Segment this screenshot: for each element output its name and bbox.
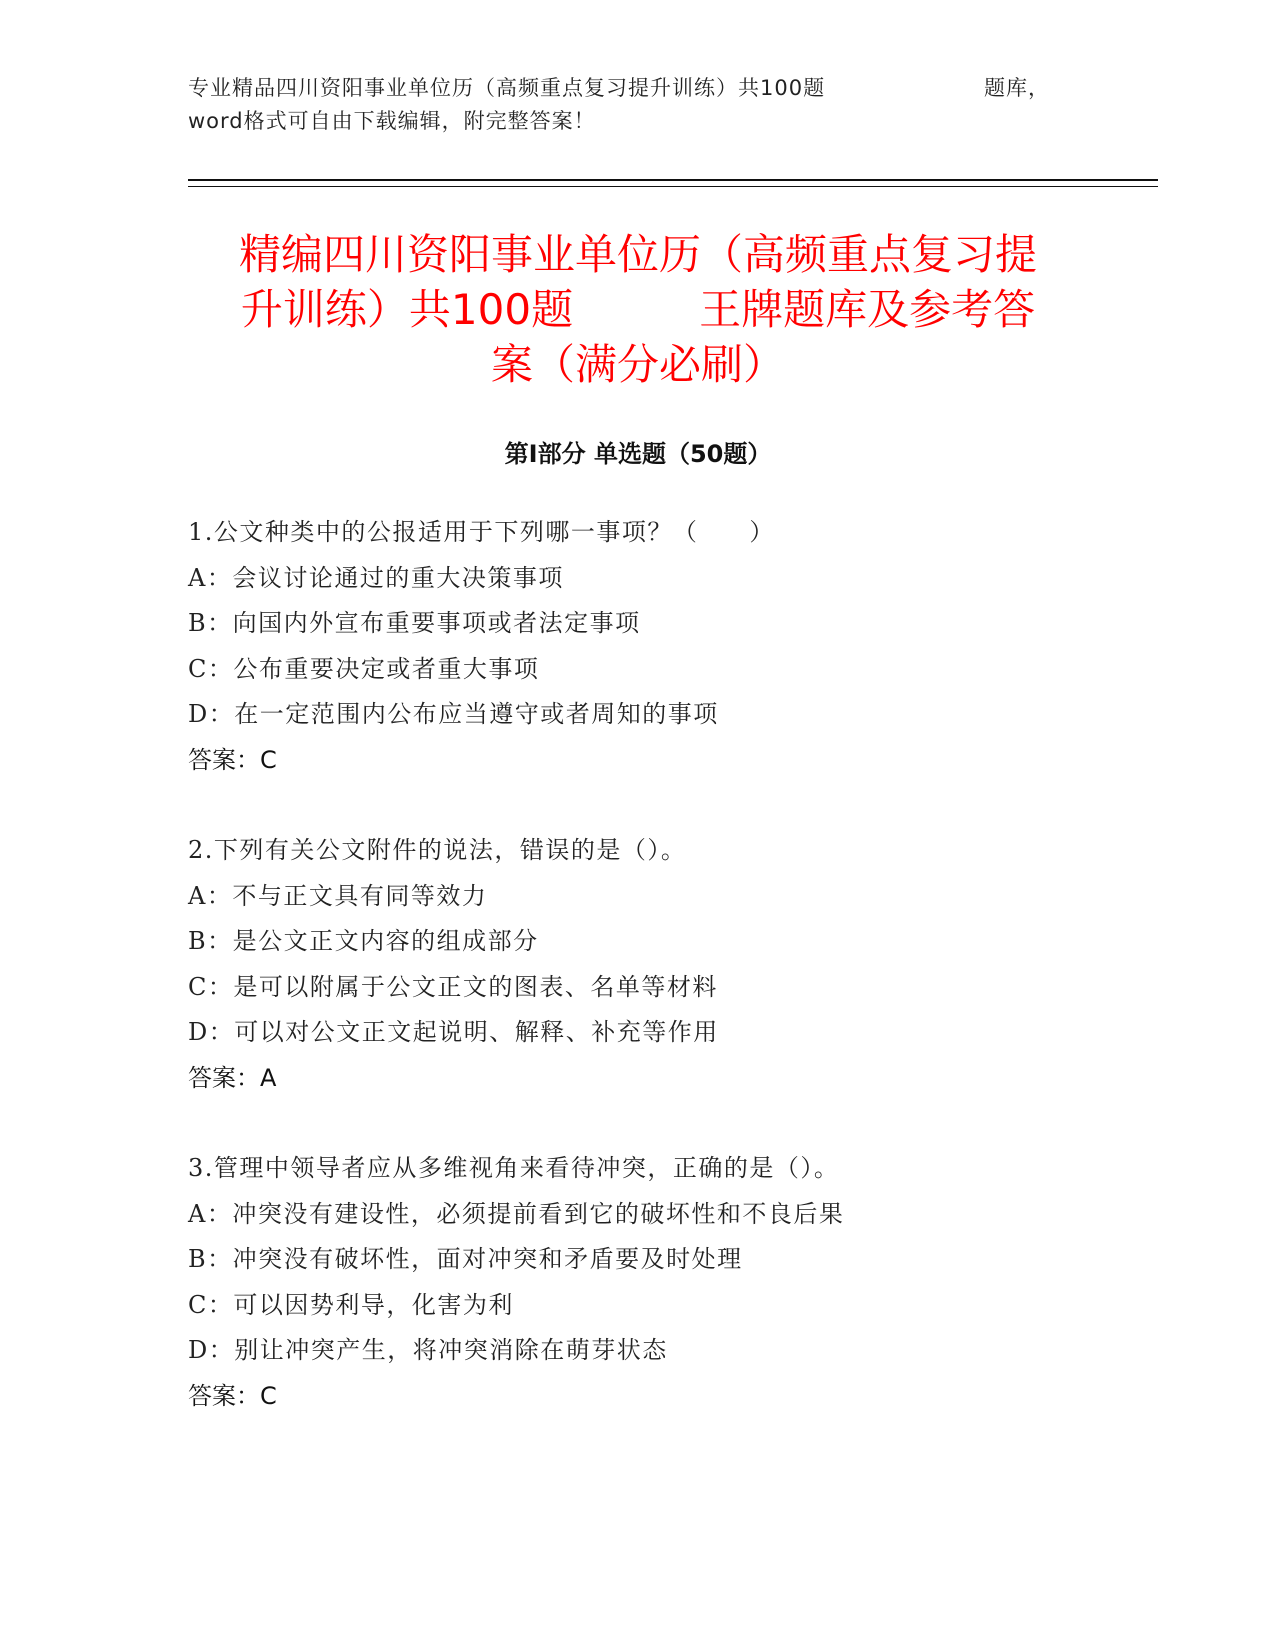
question-stem: 3.管理中领导者应从多维视角来看待冲突，正确的是（）。 xyxy=(188,1154,840,1182)
question-2 xyxy=(188,828,1148,1101)
option-b: B：冲突没有破坏性，面对冲突和矛盾要及时处理 xyxy=(188,1245,743,1273)
option-d: D：别让冲突产生，将冲突消除在萌芽状态 xyxy=(188,1336,668,1364)
header-line-1 xyxy=(188,72,1088,105)
section-title: 第Ⅰ部分 单选题（50题） xyxy=(504,440,772,468)
option-b: B：向国内外宣布重要事项或者法定事项 xyxy=(188,609,641,637)
question-stem: 1.公文种类中的公报适用于下列哪一事项？（ ） xyxy=(188,518,775,546)
page-header xyxy=(188,72,1088,138)
option-b: B：是公文正文内容的组成部分 xyxy=(188,927,539,955)
document-title xyxy=(188,227,1088,392)
header-line-2: word格式可自由下载编辑，附完整答案！ xyxy=(188,109,596,133)
title-line-1: 精编四川资阳事业单位历（高频重点复习提 xyxy=(238,230,1037,279)
question-stem: 2.下列有关公文附件的说法，错误的是（）。 xyxy=(188,836,687,864)
header-suffix: 题库， xyxy=(984,76,1050,100)
option-d: D：可以对公文正文起说明、解释、补充等作用 xyxy=(188,1018,719,1046)
title-line-3: 案（满分必刷） xyxy=(490,340,785,389)
title-line-2: 升训练）共100题 王牌题库及参考答 xyxy=(240,285,1036,334)
option-c: C：公布重要决定或者重大事项 xyxy=(188,654,540,683)
question-1 xyxy=(188,510,1148,783)
answer: 答案：C xyxy=(188,745,277,774)
header-divider-thin xyxy=(188,186,1158,187)
option-c: C：可以因势利导，化害为利 xyxy=(188,1290,514,1319)
option-a: A：不与正文具有同等效力 xyxy=(188,881,488,910)
option-a: A：冲突没有建设性，必须提前看到它的破坏性和不良后果 xyxy=(188,1199,845,1228)
answer: 答案：A xyxy=(188,1063,277,1092)
header-text: 专业精品四川资阳事业单位历（高频重点复习提升训练）共100题 xyxy=(188,76,826,100)
answer: 答案：C xyxy=(188,1381,277,1410)
question-3 xyxy=(188,1146,1148,1419)
option-c: C：是可以附属于公文正文的图表、名单等材料 xyxy=(188,972,718,1001)
option-d: D：在一定范围内公布应当遵守或者周知的事项 xyxy=(188,700,719,728)
option-a: A：会议讨论通过的重大决策事项 xyxy=(188,563,564,592)
header-divider-thick xyxy=(188,179,1158,181)
